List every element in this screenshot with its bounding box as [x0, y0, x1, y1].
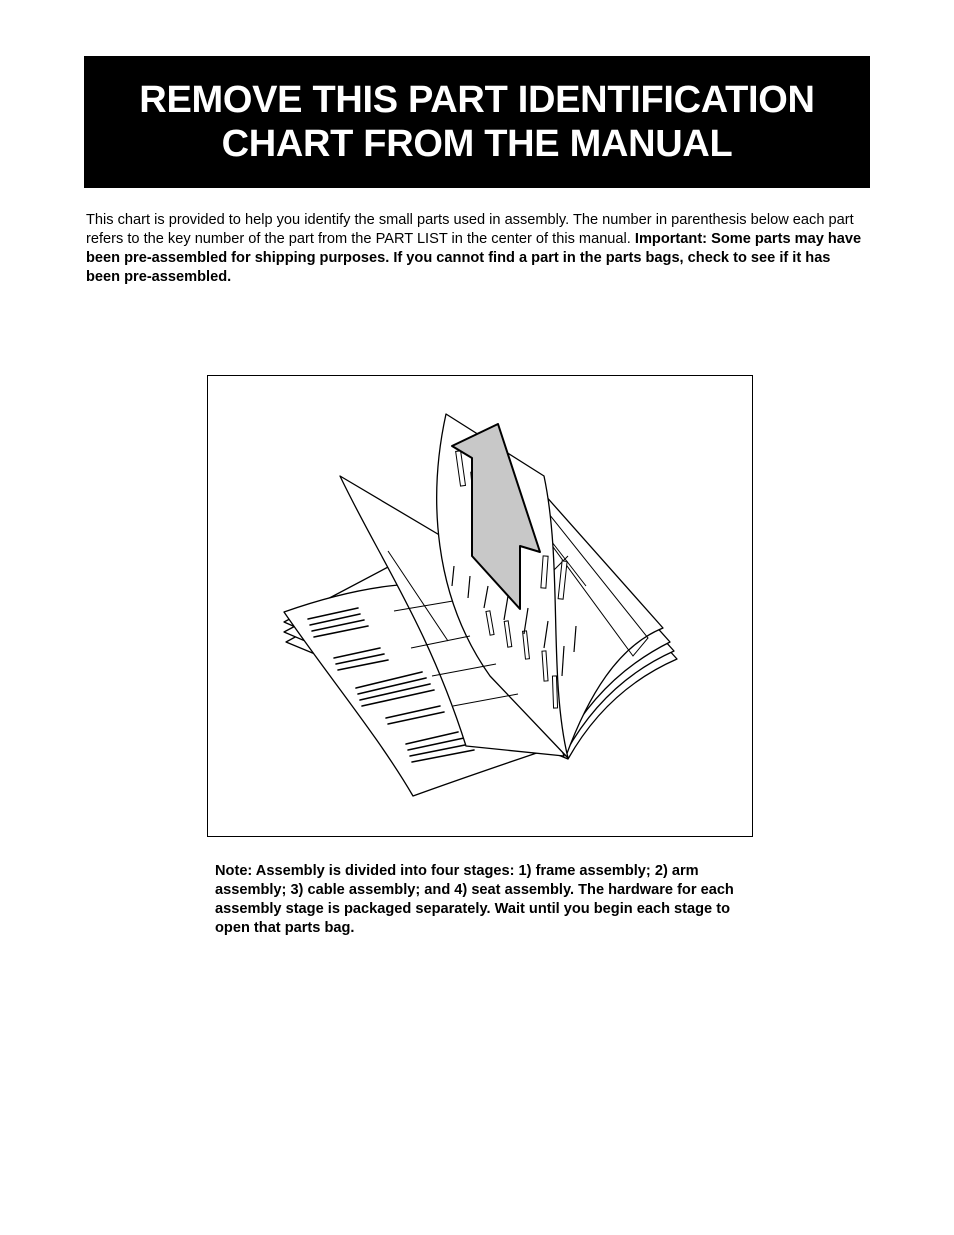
intro-paragraph	[86, 211, 866, 287]
intro-important-text: Important: Some parts may have been pre-assembled for shipping purposes. If you cannot find a part in the parts bags, check to see if it has been pre-assembled.	[86, 231, 862, 285]
title-banner	[84, 56, 870, 188]
intro-text: This chart is provided to help you identify the small parts used in assembly. The number in parenthesis below each part refers to the key number of the part from the PART LIST in the center of this manual.	[86, 212, 854, 247]
open-manual-remove-chart-icon	[208, 376, 754, 838]
assembly-note: Note: Assembly is divided into four stages: 1) frame assembly; 2) arm assembly; 3) cable assembly; and 4) seat assembly. The hardware for each assembly stage is packaged separately. Wait until you begin each stage to open that parts bag.	[215, 863, 734, 936]
title-line-2: CHART FROM THE MANUAL	[221, 123, 733, 165]
title-line-1: REMOVE THIS PART IDENTIFICATION	[139, 79, 815, 121]
illustration-frame	[207, 375, 753, 837]
